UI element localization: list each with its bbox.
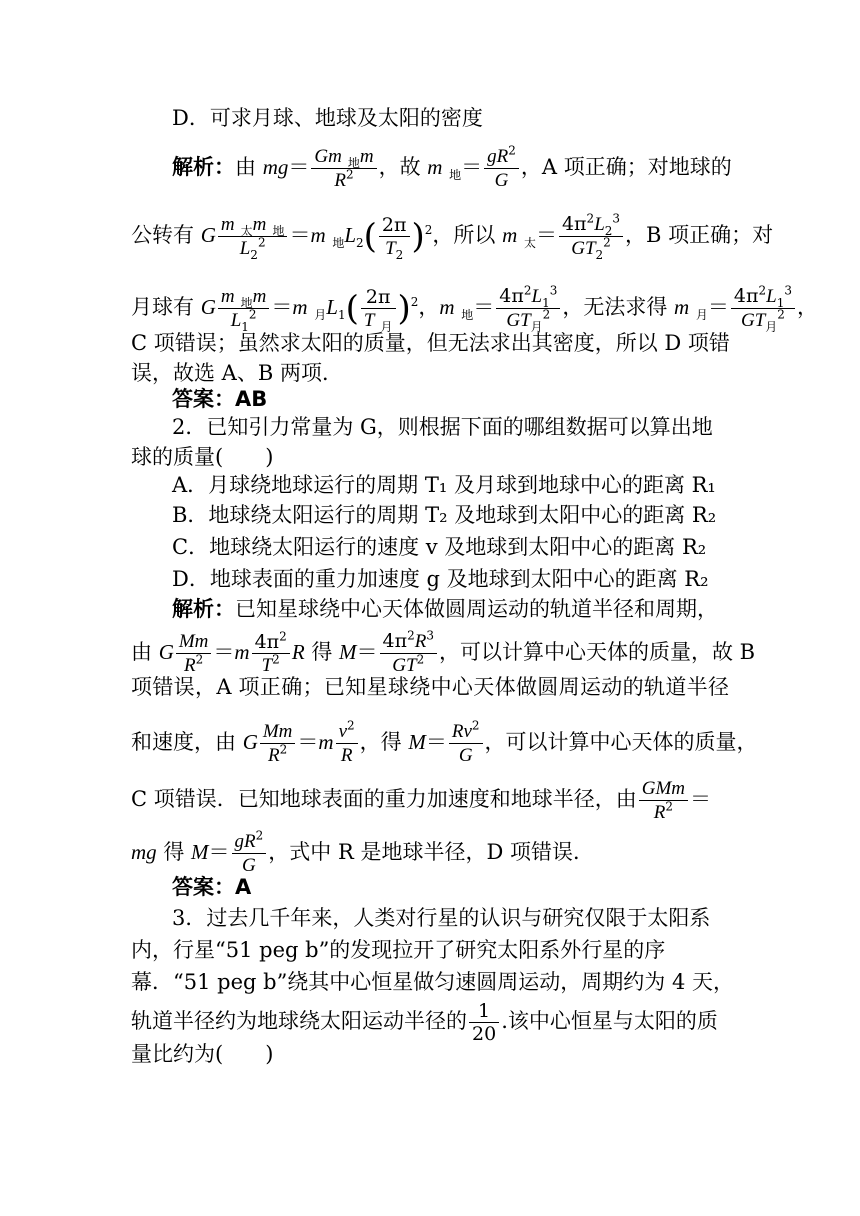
text-span: 轨道半径约为地球绕太阳运动半径的 bbox=[131, 1009, 467, 1033]
text-span: 公转有 bbox=[131, 223, 194, 247]
text-span: ，可以计算中心天体的质量，故 B bbox=[438, 640, 756, 664]
question-3-line-2: 内，行星“51 peg b”的发现拉开了研究太阳系外行星的序 bbox=[131, 938, 666, 962]
text-span: C 项错误．已知地球表面的重力加速度和地球半径，由 bbox=[131, 787, 637, 811]
text-span: 得 bbox=[163, 840, 185, 864]
formula-fraction: $\frac{Mm}{R^2}$ bbox=[260, 720, 296, 767]
formula-fraction: $\frac{m _地m}{L_1^2}$ bbox=[218, 285, 270, 332]
text-span: 已知星球绕中心天体做圆周运动的轨道半径和周期， bbox=[235, 597, 718, 621]
formula-fraction: $\frac{4\pi^2L_1^3}{GT_月^2}$ bbox=[496, 285, 560, 332]
text-span: ，得 bbox=[359, 730, 402, 754]
formula-fraction: $\frac{4\pi^2L_1^3}{GT_月^2}$ bbox=[731, 285, 795, 332]
solution-2-line-4: 和速度，由 G $\frac{Mm}{R^2}$ ＝m $\frac{v^2}{R}$ ，得 M＝ $\frac{Rv^2}{G}$ ，可以计算中心天体的质量， bbox=[131, 718, 758, 766]
solution-2-line-5: C 项错误．已知地球表面的重力加速度和地球半径，由 $\frac{\text{GMm}}{R^2}$ ＝ bbox=[131, 778, 712, 823]
text-span: 由 bbox=[131, 640, 152, 664]
formula-fraction: $\frac{4\pi^2}{T^2}$ bbox=[252, 631, 290, 677]
text-span: .该中心恒星与太阳的质 bbox=[501, 1009, 718, 1033]
question-3-line-3: 幕．“51 peg b”绕其中心恒星做匀速圆周运动，周期约为 4 天， bbox=[131, 970, 735, 994]
formula-fraction: $\frac{Mm}{R^2}$ bbox=[176, 630, 212, 677]
text-span: ，式中 R 是地球半径，D 项错误． bbox=[268, 840, 594, 864]
formula-fraction: $\frac{m _太m _地}{L_2^2}$ bbox=[218, 213, 288, 260]
solution-2-line-6: mg 得 M＝ $\frac{gR^2}{G}$ ，式中 R 是地球半径，D 项错误． bbox=[131, 828, 594, 876]
question-2-option-a: A．月球绕地球运行的周期 T₁ 及月球到地球中心的距离 R₁ bbox=[172, 473, 716, 497]
text-span: ，无法求得 bbox=[562, 295, 668, 319]
solution-label: 解析： bbox=[172, 155, 235, 179]
text-span: ，可以计算中心天体的质量， bbox=[484, 730, 758, 754]
question-2-line-2: 球的质量( ) bbox=[131, 445, 274, 469]
text-span: 月球有 bbox=[131, 295, 194, 319]
solution-label: 解析： bbox=[172, 597, 235, 621]
answer-2: 答案：A bbox=[172, 875, 252, 899]
solution-1-line-2: 公转有 G $\frac{m _太m _地}{L_2^2}$ ＝m $_地L_2$( $\frac{2\pi}{T_2}$ )$^2$，所以 m $_太$＝ $\frac{4\pi^2L_2^3}{GT_2^2}$ ，B 项正确；对 bbox=[131, 211, 774, 262]
solution-1-line-5: 误，故选 A、B 两项． bbox=[131, 361, 343, 385]
text-span: 由 bbox=[235, 155, 256, 179]
text-span: ，所以 bbox=[432, 223, 496, 247]
solution-1-line-3: 月球有 G $\frac{m _地m}{L_1^2}$ ＝m $_月L_1$( $\frac{2\pi}{T _月}$ )$^2$，m $_地$＝ $\frac{4\pi^2L_1^3}{GT_月^2}$ ，无法求得 m $_月$＝ $\frac{4\pi^2L_1^3}{GT_月^2}$ ， bbox=[131, 283, 818, 334]
text-span: ，故 bbox=[378, 155, 421, 179]
text-span: ，A 项正确；对地球的 bbox=[520, 155, 732, 179]
formula-fraction: $\frac{4\pi^2R^3}{GT^2}$ bbox=[380, 630, 437, 677]
solution-2-line-1 bbox=[172, 594, 729, 624]
formula-fraction: $\frac{gR^2}{G}$ bbox=[484, 145, 519, 192]
text-span: ，B 项正确；对 bbox=[625, 223, 774, 247]
solution-2-line-3: 项错误，A 项正确；已知星球绕中心天体做圆周运动的轨道半径 bbox=[131, 675, 729, 699]
question-2-option-d: D．地球表面的重力加速度 g 及地球到太阳中心的距离 R₂ bbox=[172, 567, 709, 591]
formula-fraction: $\frac{4\pi^2L_2^3}{GT_2^2}$ bbox=[559, 213, 623, 260]
answer-1: 答案：AB bbox=[172, 387, 268, 411]
question-2-option-c: C．地球绕太阳运行的速度 v 及地球到太阳中心的距离 R₂ bbox=[172, 535, 707, 559]
question-3-line-1: 3．过去几千年来，人类对行星的认识与研究仅限于太阳系 bbox=[172, 906, 711, 930]
question-2-line-1: 2．已知引力常量为 G，则根据下面的哪组数据可以算出地 bbox=[172, 415, 713, 439]
text-span: 得 bbox=[311, 640, 333, 664]
formula-fraction: $\frac{\text{GMm}}{R^2}$ bbox=[639, 777, 688, 824]
formula-fraction: $\frac{Gm _地m}{R^2}$ bbox=[311, 145, 376, 192]
formula-fraction: $\frac{v^2}{R}$ bbox=[336, 720, 358, 767]
option-d-line: D．可求月球、地球及太阳的密度 bbox=[172, 106, 483, 130]
solution-1-line-4: C 项错误；虽然求太阳的质量，但无法求出其密度，所以 D 项错 bbox=[131, 331, 730, 355]
formula-fraction: $\frac{Rv^2}{G}$ bbox=[449, 720, 483, 767]
text-span: 和速度，由 bbox=[131, 730, 236, 754]
question-2-option-b: B．地球绕太阳运行的周期 T₂ 及地球到太阳中心的距离 R₂ bbox=[172, 503, 717, 527]
formula-fraction: $\frac{1}{20}$ bbox=[469, 1000, 499, 1045]
solution-2-line-2: 由 G $\frac{Mm}{R^2}$ ＝m $\frac{4\pi^2}{T^2}$ R 得 M＝ $\frac{4\pi^2R^3}{GT^2}$ ，可以计算中心天体的质量，故 B bbox=[131, 628, 756, 676]
formula-fraction: $\frac{gR^2}{G}$ bbox=[232, 830, 267, 877]
question-3-line-5: 量比约为( ) bbox=[131, 1042, 274, 1066]
solution-1-line-1: 解析：由 mg＝ $\frac{Gm _地m}{R^2}$ ，故 m $_地$＝ $\frac{gR^2}{G}$ ，A 项正确；对地球的 bbox=[172, 143, 732, 191]
